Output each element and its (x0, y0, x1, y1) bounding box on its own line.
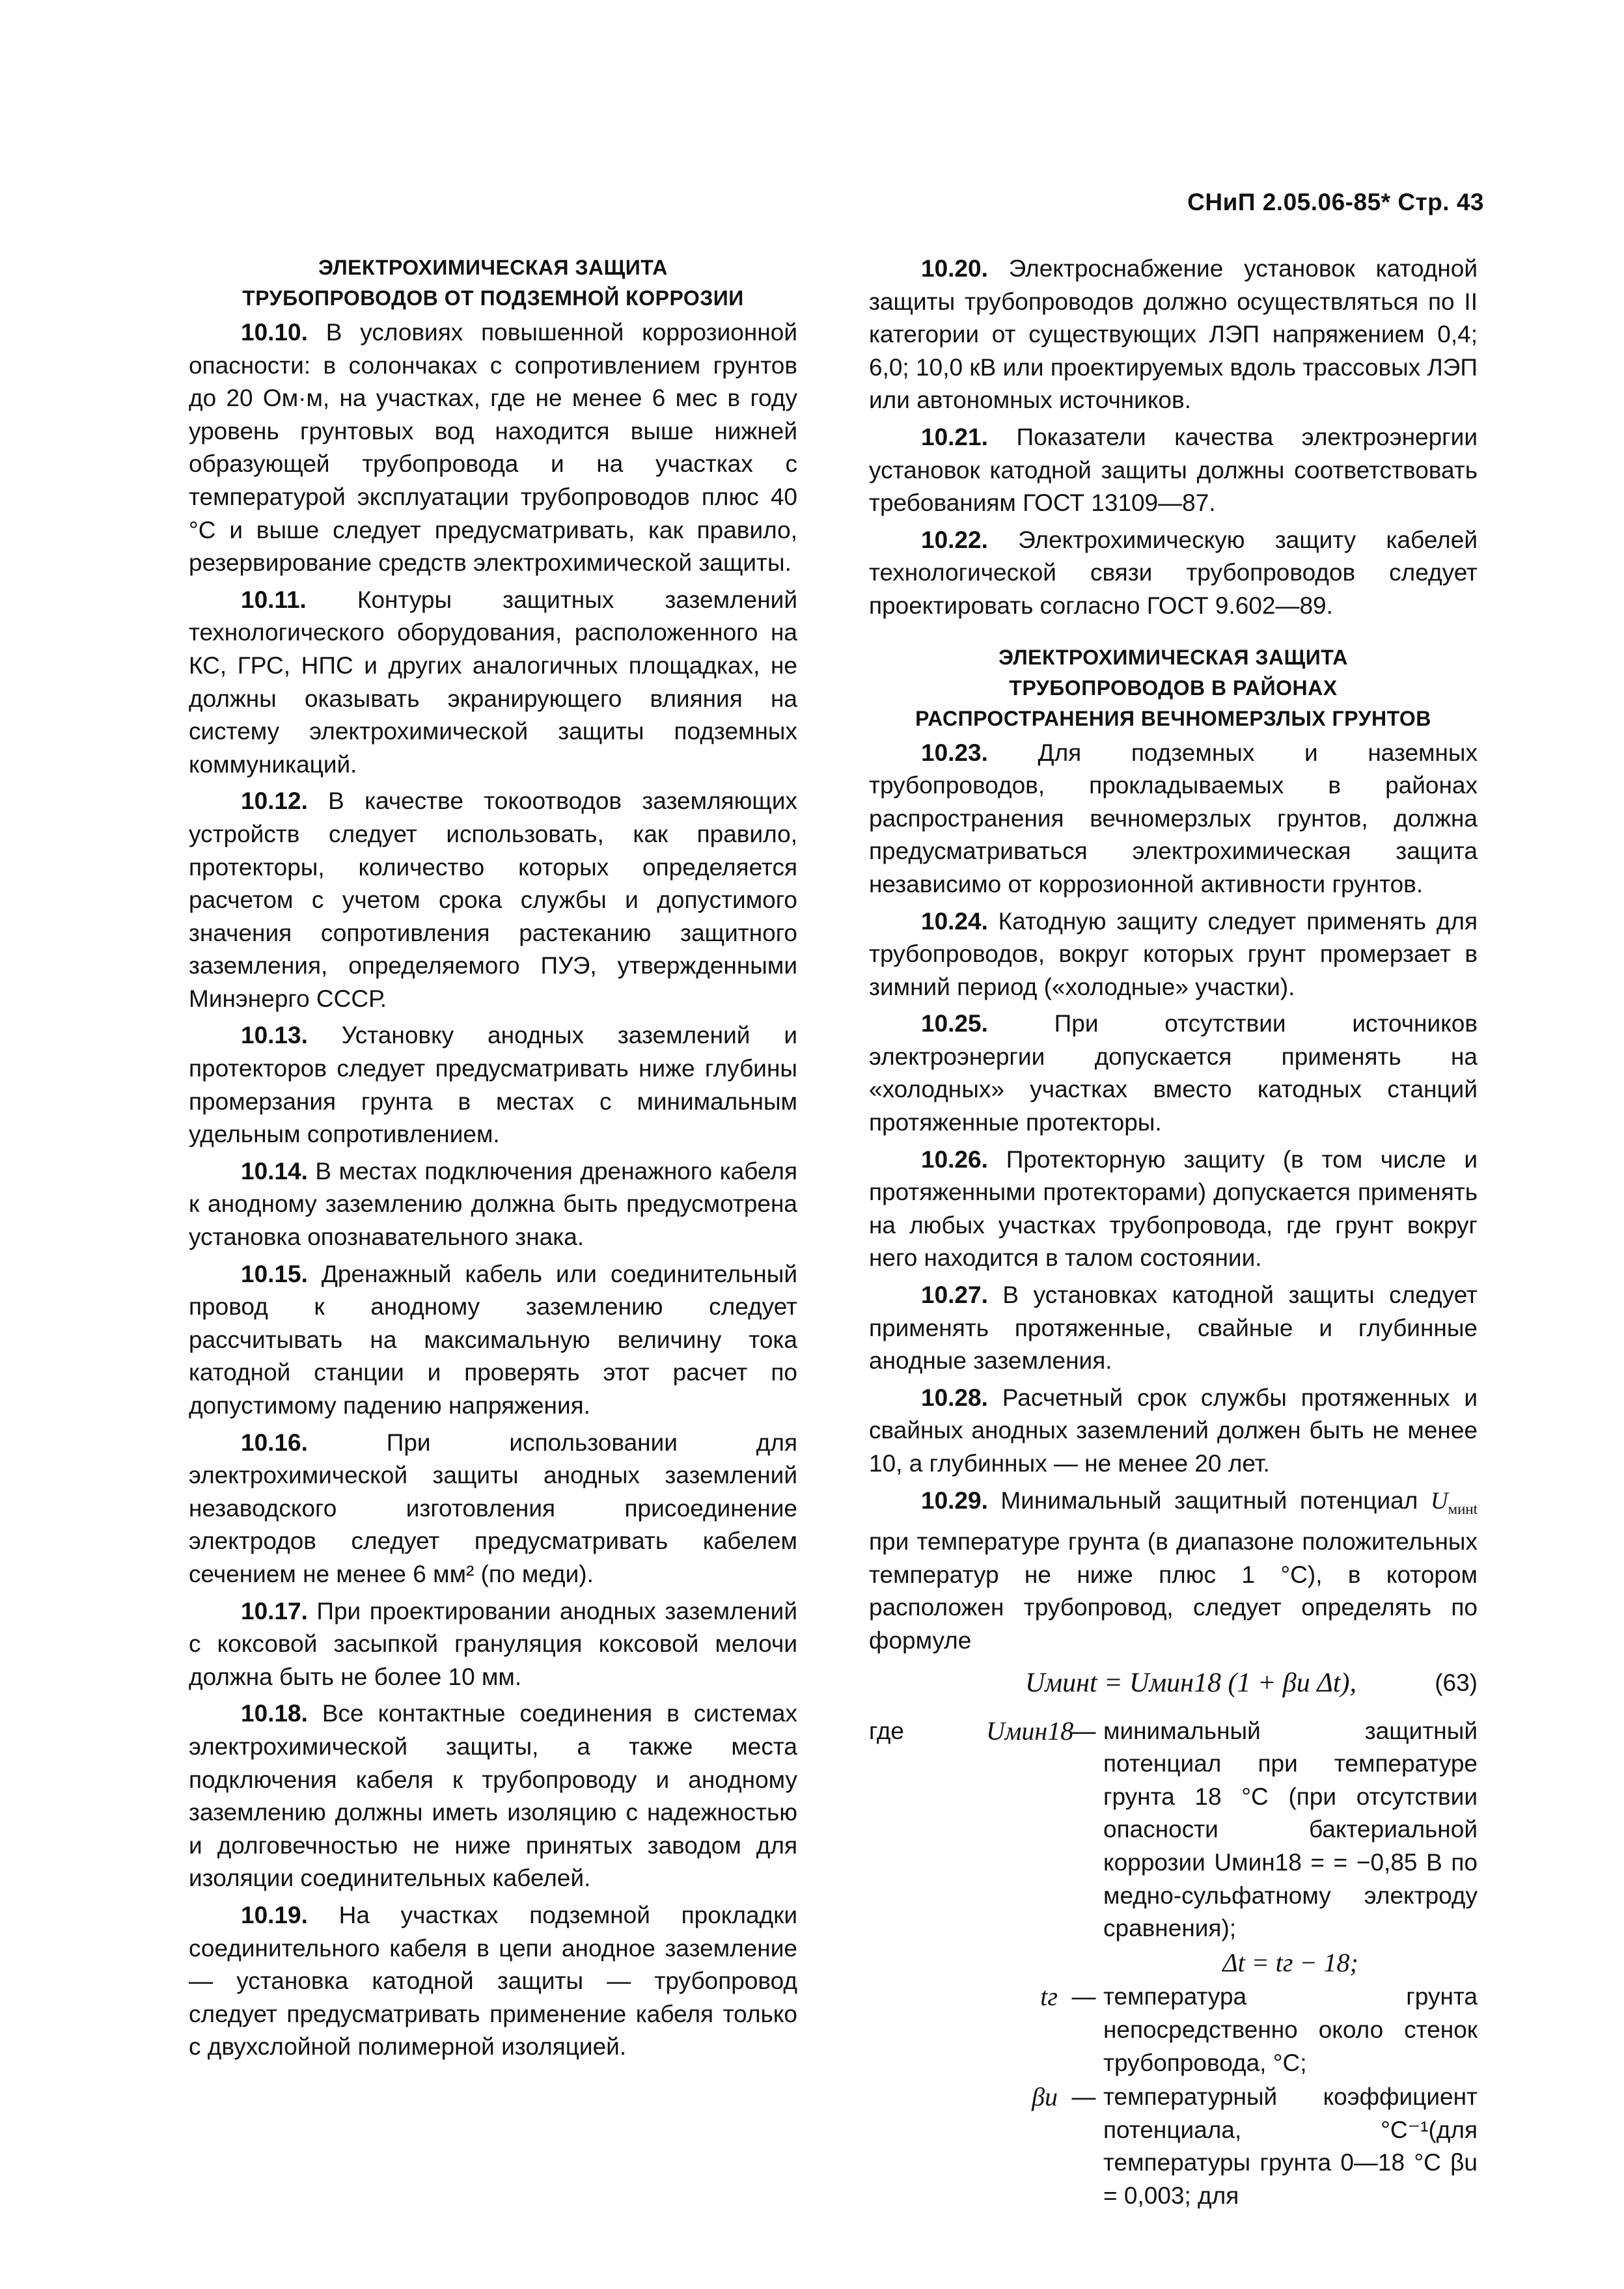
clause-10-24 (869, 905, 1478, 1004)
clause-10-12 (189, 785, 797, 1015)
clause-10-13 (189, 1019, 797, 1151)
clause-number: 10.13. (241, 1022, 308, 1049)
where-key: где (869, 1717, 905, 1744)
clause-10-29 (869, 1485, 1478, 1658)
where-dash: — (1071, 1717, 1096, 1744)
clause-text: Установку анодных заземлений и протекторов следует предусматривать ниже глубины промерзания грунта в местах с минимальным удельным сопротивлением. (189, 1022, 798, 1148)
clause-text: Для подземных и наземных трубопроводов, прокладываемых в районах распространения вечномерзлых грунтов, должна предусматриваться электрохимическая защита независимо от коррозионной активности грунтов. (869, 739, 1478, 898)
symbol-letter: U (1430, 1487, 1448, 1515)
where-item (869, 1715, 1478, 1945)
clause-number: 10.15. (241, 1260, 308, 1287)
right-column (869, 253, 1478, 2214)
clause-10-26 (869, 1144, 1478, 1275)
formula-expression: Uминt = Uмин18 (1 + βu Δt), (1025, 1667, 1357, 1698)
clause-number: 10.27. (921, 1282, 988, 1309)
clause-number: 10.26. (921, 1145, 988, 1173)
left-column (189, 253, 797, 2068)
formula-number: (63) (1435, 1669, 1478, 1696)
where-dash: — (1071, 1983, 1096, 2010)
where-item (869, 1947, 1478, 1980)
clause-10-14 (189, 1155, 797, 1254)
where-item (869, 1981, 1478, 2079)
heading-line: РАСПРОСТРАНЕНИЯ ВЕЧНОМЕРЗЛЫХ ГРУНТОВ (915, 706, 1431, 730)
where-description: минимальный защитный потенциал при температуре грунта 18 °С (при отсутствии опасности бактериальной коррозии Uмин18 = = −0,85 В по медно-сульфатному электроду сравнения); (1103, 1717, 1478, 1942)
clause-number: 10.28. (921, 1384, 988, 1411)
clause-10-18 (189, 1697, 797, 1895)
clause-text: Катодную защиту следует применять для трубопроводов, вокруг которых грунт промерзает в зимний период («холодные» участки). (869, 907, 1478, 1000)
clause-10-23 (869, 737, 1478, 901)
formula-63 (869, 1664, 1478, 1707)
clause-10-27 (869, 1279, 1478, 1378)
potential-symbol (1431, 1488, 1478, 1515)
clause-number: 10.23. (921, 739, 988, 766)
clause-number: 10.25. (921, 1010, 988, 1037)
where-description: температурный коэффициент потенциала, °С⁻¹(для температуры грунта 0—18 °С βu = 0,003; для (1103, 2083, 1478, 2209)
where-description: температура грунта непосредственно около стенок трубопровода, °С; (1103, 1983, 1478, 2076)
heading-line: ТРУБОПРОВОДОВ ОТ ПОДЗЕМНОЙ КОРРОЗИИ (242, 286, 744, 310)
symbol-subscript: минt (1448, 1500, 1478, 1517)
clause-text: На участках подземной прокладки соединительного кабеля в цепи анодное заземление — установка катодной защиты — трубопровод следует предусматривать применение кабеля только с двухслойной полимерной изоляцией. (189, 1901, 797, 2061)
section-heading-right (869, 642, 1478, 734)
clause-text: При проектировании анодных заземлений с коксовой засыпкой грануляция коксовой мелочи должна быть не более 10 мм. (189, 1597, 797, 1690)
where-description: Δt = tг − 18; (1222, 1947, 1358, 1977)
where-list (869, 1715, 1478, 2213)
section-heading-left (189, 253, 797, 314)
where-symbol: tг (1040, 1982, 1058, 2012)
clause-text: Протекторную защиту (в том числе и протяженными протекторами) допускается применять на любых участках трубопровода, где грунт вокруг него находится в талом состоянии. (869, 1145, 1478, 1272)
heading-line: ЭЛЕКТРОХИМИЧЕСКАЯ ЗАЩИТА (998, 645, 1348, 669)
clause-text: При отсутствии источников электроэнергии допускается применять на «холодных» участках вместо катодных станций протяженные протекторы. (869, 1010, 1478, 1136)
clause-text: Минимальный защитный потенциал (1000, 1487, 1418, 1514)
where-item (869, 2081, 1478, 2212)
clause-10-11 (189, 584, 797, 782)
clause-10-17 (189, 1595, 797, 1694)
clause-10-16 (189, 1427, 797, 1591)
clause-10-21 (869, 421, 1478, 520)
heading-line: ТРУБОПРОВОДОВ В РАЙОНАХ (1009, 676, 1338, 700)
running-head: СНиП 2.05.06-85* Стр. 43 (1187, 189, 1484, 215)
clause-number: 10.11. (241, 586, 307, 613)
clause-number: 10.20. (921, 255, 988, 282)
clause-10-19 (189, 1899, 797, 2064)
where-symbol: Uмин18 (986, 1716, 1074, 1746)
clause-text: В установках катодной защиты следует применять протяженные, свайные и глубинные анодные заземления. (869, 1282, 1478, 1375)
clause-text: При использовании для электрохимической защиты анодных заземлений незаводского изготовления присоединение электродов следует предусматривать кабелем сечением не менее 6 мм² (по меди). (189, 1429, 797, 1587)
clause-text: Все контактные соединения в системах электрохимической защиты, а также места подключения кабеля к трубопроводу и анодному заземлению должны иметь изоляцию с надежностью и долговечностью не ниже принятых заводом для изоляции соединительных кабелей. (189, 1700, 797, 1892)
clause-text: при температуре грунта (в диапазоне положительных температур не ниже плюс 1 °С), в котором расположен трубопровод, следует определять по формуле (869, 1528, 1478, 1654)
clause-text: Электроснабжение установок катодной защиты трубопроводов должно осуществляться по II категории от существующих ЛЭП напряжением 0,4; 6,0; 10,0 кВ или проектируемых вдоль трассовых ЛЭП или автономных источников. (869, 255, 1478, 414)
where-symbol: βu (1032, 2082, 1058, 2112)
clause-text: Показатели качества электроэнергии установок катодной защиты должны соответствовать требованиям ГОСТ 13109—87. (869, 423, 1478, 517)
clause-10-10 (189, 316, 797, 580)
clause-10-22 (869, 524, 1478, 623)
clause-number: 10.19. (241, 1901, 308, 1928)
clause-10-25 (869, 1007, 1478, 1139)
clause-text: В качестве токоотводов заземляющих устройств следует использовать, как правило, протекторы, количество которых определяется расчетом с учетом срока службы и допустимого значения сопротивления растеканию защитного заземления, определяемого ПУЭ, утвержденными Минэнерго СССР. (189, 788, 797, 1012)
clause-text: Электрохимическую защиту кабелей технологической связи трубопроводов следует проектировать согласно ГОСТ 9.602—89. (869, 526, 1478, 619)
clause-10-28 (869, 1382, 1478, 1481)
clause-text: Расчетный срок службы протяженных и свайных анодных заземлений должен быть не менее 10, а глубинных — не менее 20 лет. (869, 1384, 1478, 1477)
clause-number: 10.16. (241, 1429, 308, 1456)
clause-10-15 (189, 1258, 797, 1423)
clause-text: Контуры защитных заземлений технологического оборудования, расположенного на КС, ГРС, НПС и других аналогичных площадках, не должны оказывать экранирующего влияния на систему электрохимической защиты подземных коммуникаций. (189, 586, 797, 778)
clause-number: 10.12. (241, 788, 308, 815)
clause-10-20 (869, 253, 1478, 417)
clause-number: 10.10. (241, 319, 308, 346)
clause-number: 10.24. (921, 907, 988, 935)
clause-number: 10.22. (921, 526, 988, 553)
heading-line: ЭЛЕКТРОХИМИЧЕСКАЯ ЗАЩИТА (318, 256, 668, 279)
clause-text: Дренажный кабель или соединительный провод к анодному заземлению следует рассчитывать на максимальную величину тока катодной станции и проверять этот расчет по допустимому падению напряжения. (189, 1260, 798, 1419)
clause-text: В условиях повышенной коррозионной опасности: в солончаках с сопротивлением грунтов до 20 Ом·м, на участках, где не менее 6 мес в году уровень грунтовых вод находится выше нижней образующей трубопровода и на участках с температурой эксплуатации трубопроводов плюс 40 °С и выше следует предусматривать, как правило, резервирование средств электрохимической защиты. (189, 319, 797, 577)
where-dash: — (1071, 2083, 1096, 2111)
clause-text: В местах подключения дренажного кабеля к анодному заземлению должна быть предусмотрена установка опознавательного знака. (189, 1157, 797, 1251)
clause-number: 10.18. (241, 1700, 308, 1727)
clause-number: 10.21. (921, 423, 988, 450)
clause-number: 10.14. (241, 1157, 308, 1185)
clause-number: 10.17. (241, 1597, 308, 1624)
clause-number: 10.29. (921, 1487, 988, 1514)
